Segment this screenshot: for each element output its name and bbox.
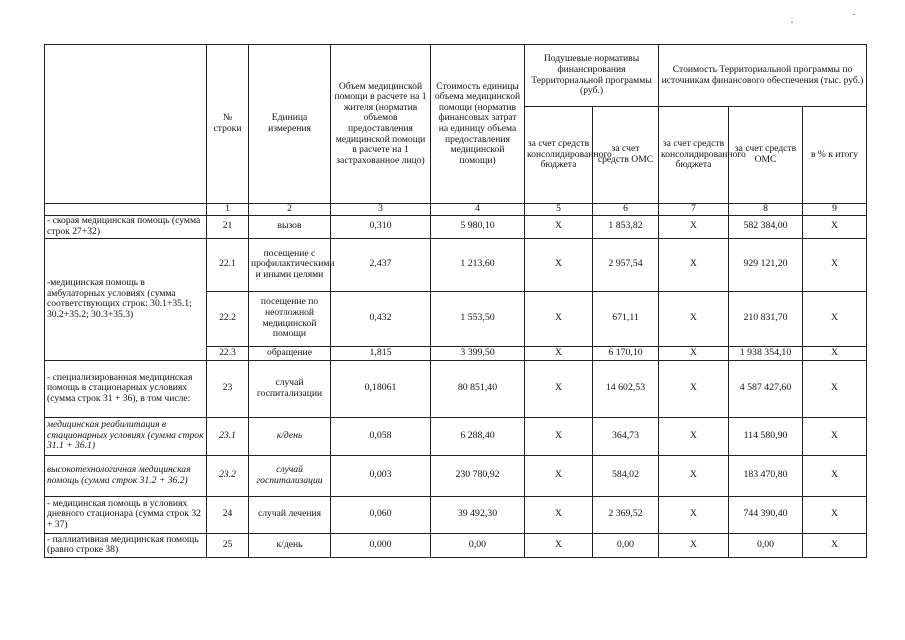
row-percent: X (803, 455, 867, 496)
row-program-budget: X (659, 346, 729, 360)
row-program-budget: X (659, 360, 729, 417)
row-number: 22.1 (207, 238, 249, 291)
row-program-oms: 0,00 (729, 533, 803, 557)
row-name: - специализированная медицинская помощь в стационарных условиях (сумма строк 31 + 36), в том числе: (45, 360, 207, 417)
row-cost: 3 399,50 (431, 346, 525, 360)
row-per-capita-budget: X (525, 346, 593, 360)
column-number: 8 (729, 204, 803, 216)
row-per-capita-oms: 1 853,82 (593, 215, 659, 238)
row-unit: обращение (249, 346, 331, 360)
column-numbers-row (45, 204, 867, 216)
row-unit: к/день (249, 417, 331, 455)
row-per-capita-budget: X (525, 533, 593, 557)
row-percent: X (803, 417, 867, 455)
row-number: 23 (207, 360, 249, 417)
row-unit: вызов (249, 215, 331, 238)
row-number: 21 (207, 215, 249, 238)
row-program-budget: X (659, 417, 729, 455)
row-program-oms: 4 587 427,60 (729, 360, 803, 417)
row-cost: 6 288,40 (431, 417, 525, 455)
row-volume: 0,18061 (331, 360, 431, 417)
row-program-budget: X (659, 533, 729, 557)
row-unit: посещение по неотложной медицинской помощи (249, 291, 331, 346)
row-volume: 0,060 (331, 496, 431, 533)
row-cost: 1 213,60 (431, 238, 525, 291)
row-percent: X (803, 533, 867, 557)
row-program-oms: 744 390,40 (729, 496, 803, 533)
scan-speck (791, 22, 793, 23)
row-per-capita-oms: 584,02 (593, 455, 659, 496)
row-program-budget: X (659, 238, 729, 291)
row-cost: 1 553,50 (431, 291, 525, 346)
row-program-oms: 114 580,90 (729, 417, 803, 455)
row-per-capita-oms: 14 602,53 (593, 360, 659, 417)
column-number (45, 204, 207, 216)
column-number: 1 (207, 204, 249, 216)
row-volume: 0,058 (331, 417, 431, 455)
table-row (45, 215, 867, 238)
header-program-cost-group: Стоимость Территориальной программы по источникам финансового обеспечения (тыс. руб.) (659, 45, 867, 107)
table-row (45, 417, 867, 455)
column-number: 5 (525, 204, 593, 216)
column-number: 2 (249, 204, 331, 216)
row-per-capita-oms: 364,73 (593, 417, 659, 455)
row-per-capita-budget: X (525, 455, 593, 496)
row-cost: 39 492,30 (431, 496, 525, 533)
table-row (45, 496, 867, 533)
row-per-capita-budget: X (525, 238, 593, 291)
row-volume: 0,000 (331, 533, 431, 557)
row-per-capita-budget: X (525, 291, 593, 346)
column-number: 3 (331, 204, 431, 216)
header-name-cell (45, 45, 207, 204)
row-cost: 0,00 (431, 533, 525, 557)
header-sub-percent: в % к итогу (803, 107, 867, 204)
row-percent: X (803, 346, 867, 360)
row-volume: 1,815 (331, 346, 431, 360)
row-per-capita-oms: 2 369,52 (593, 496, 659, 533)
column-number: 4 (431, 204, 525, 216)
row-program-budget: X (659, 496, 729, 533)
scan-speck (853, 14, 855, 15)
row-unit: к/день (249, 533, 331, 557)
row-percent: X (803, 496, 867, 533)
column-number: 6 (593, 204, 659, 216)
row-volume: 0,310 (331, 215, 431, 238)
row-percent: X (803, 360, 867, 417)
header-sub-oms: за счет средств ОМС (593, 107, 659, 204)
row-per-capita-oms: 2 957,54 (593, 238, 659, 291)
row-per-capita-budget: X (525, 417, 593, 455)
row-program-budget: X (659, 215, 729, 238)
row-program-oms: 582 384,00 (729, 215, 803, 238)
header-sub-oms-2: за счет средств ОМС (729, 107, 803, 204)
header-sub-budget: за счет средств консолидированного бюджета (525, 107, 593, 204)
header-row-number: № строки (207, 45, 249, 204)
column-number: 9 (803, 204, 867, 216)
row-program-budget: X (659, 291, 729, 346)
row-number: 22.2 (207, 291, 249, 346)
row-per-capita-oms: 6 170,10 (593, 346, 659, 360)
row-volume: 0,432 (331, 291, 431, 346)
row-program-oms: 929 121,20 (729, 238, 803, 291)
row-unit: случай госпитализации (249, 455, 331, 496)
row-per-capita-budget: X (525, 360, 593, 417)
row-per-capita-budget: X (525, 215, 593, 238)
header-sub-budget-2: за счет средств консолидированного бюджета (659, 107, 729, 204)
row-number: 22.3 (207, 346, 249, 360)
row-percent: X (803, 291, 867, 346)
row-name: -медицинская помощь в амбулаторных условиях (сумма соответствующих строк: 30.1+35.1; 30.2+35.2; 30.3+35.3) (45, 238, 207, 360)
row-volume: 2,437 (331, 238, 431, 291)
row-cost: 230 780,92 (431, 455, 525, 496)
row-name: - скорая медицинская помощь (сумма строк 27+32) (45, 215, 207, 238)
row-unit: случай госпитализации (249, 360, 331, 417)
header-per-capita-group: Подушевые нормативы финансирования Территориальной программы (руб.) (525, 45, 659, 107)
row-number: 24 (207, 496, 249, 533)
table-row (45, 238, 867, 291)
row-number: 25 (207, 533, 249, 557)
row-unit: посещение с профилактическими и иными целями (249, 238, 331, 291)
row-program-oms: 1 938 354,10 (729, 346, 803, 360)
header-row (45, 45, 867, 107)
row-per-capita-oms: 671,11 (593, 291, 659, 346)
table-row (45, 360, 867, 417)
table-row (45, 455, 867, 496)
row-name: - паллиативная медицинская помощь (равно строке 38) (45, 533, 207, 557)
row-percent: X (803, 215, 867, 238)
row-program-oms: 183 470,80 (729, 455, 803, 496)
row-number: 23.1 (207, 417, 249, 455)
table-row (45, 533, 867, 557)
row-per-capita-oms: 0,00 (593, 533, 659, 557)
row-cost: 80 851,40 (431, 360, 525, 417)
row-program-budget: X (659, 455, 729, 496)
row-volume: 0,003 (331, 455, 431, 496)
column-number: 7 (659, 204, 729, 216)
row-percent: X (803, 238, 867, 291)
row-cost: 5 980,10 (431, 215, 525, 238)
financing-table (44, 44, 867, 558)
row-number: 23.2 (207, 455, 249, 496)
row-name: медицинская реабилитация в стационарных условиях (сумма строк 31.1 + 36.1) (45, 417, 207, 455)
header-volume: Объем медицинской помощи в расчете на 1 жителя (норматив объемов предоставления медицинской помощи в расчете на 1 застрахованное лицо) (331, 45, 431, 204)
header-cost: Стоимость единицы объема медицинской помощи (норматив финансовых затрат на единицу объема предоставления медицинской помощи) (431, 45, 525, 204)
row-name: высокотехнологичная медицинская помощь (сумма строк 31.2 + 36.2) (45, 455, 207, 496)
row-program-oms: 210 831,70 (729, 291, 803, 346)
row-name: - медицинская помощь в условиях дневного стационара (сумма строк 32 + 37) (45, 496, 207, 533)
header-unit: Единица измерения (249, 45, 331, 204)
row-per-capita-budget: X (525, 496, 593, 533)
row-unit: случай лечения (249, 496, 331, 533)
